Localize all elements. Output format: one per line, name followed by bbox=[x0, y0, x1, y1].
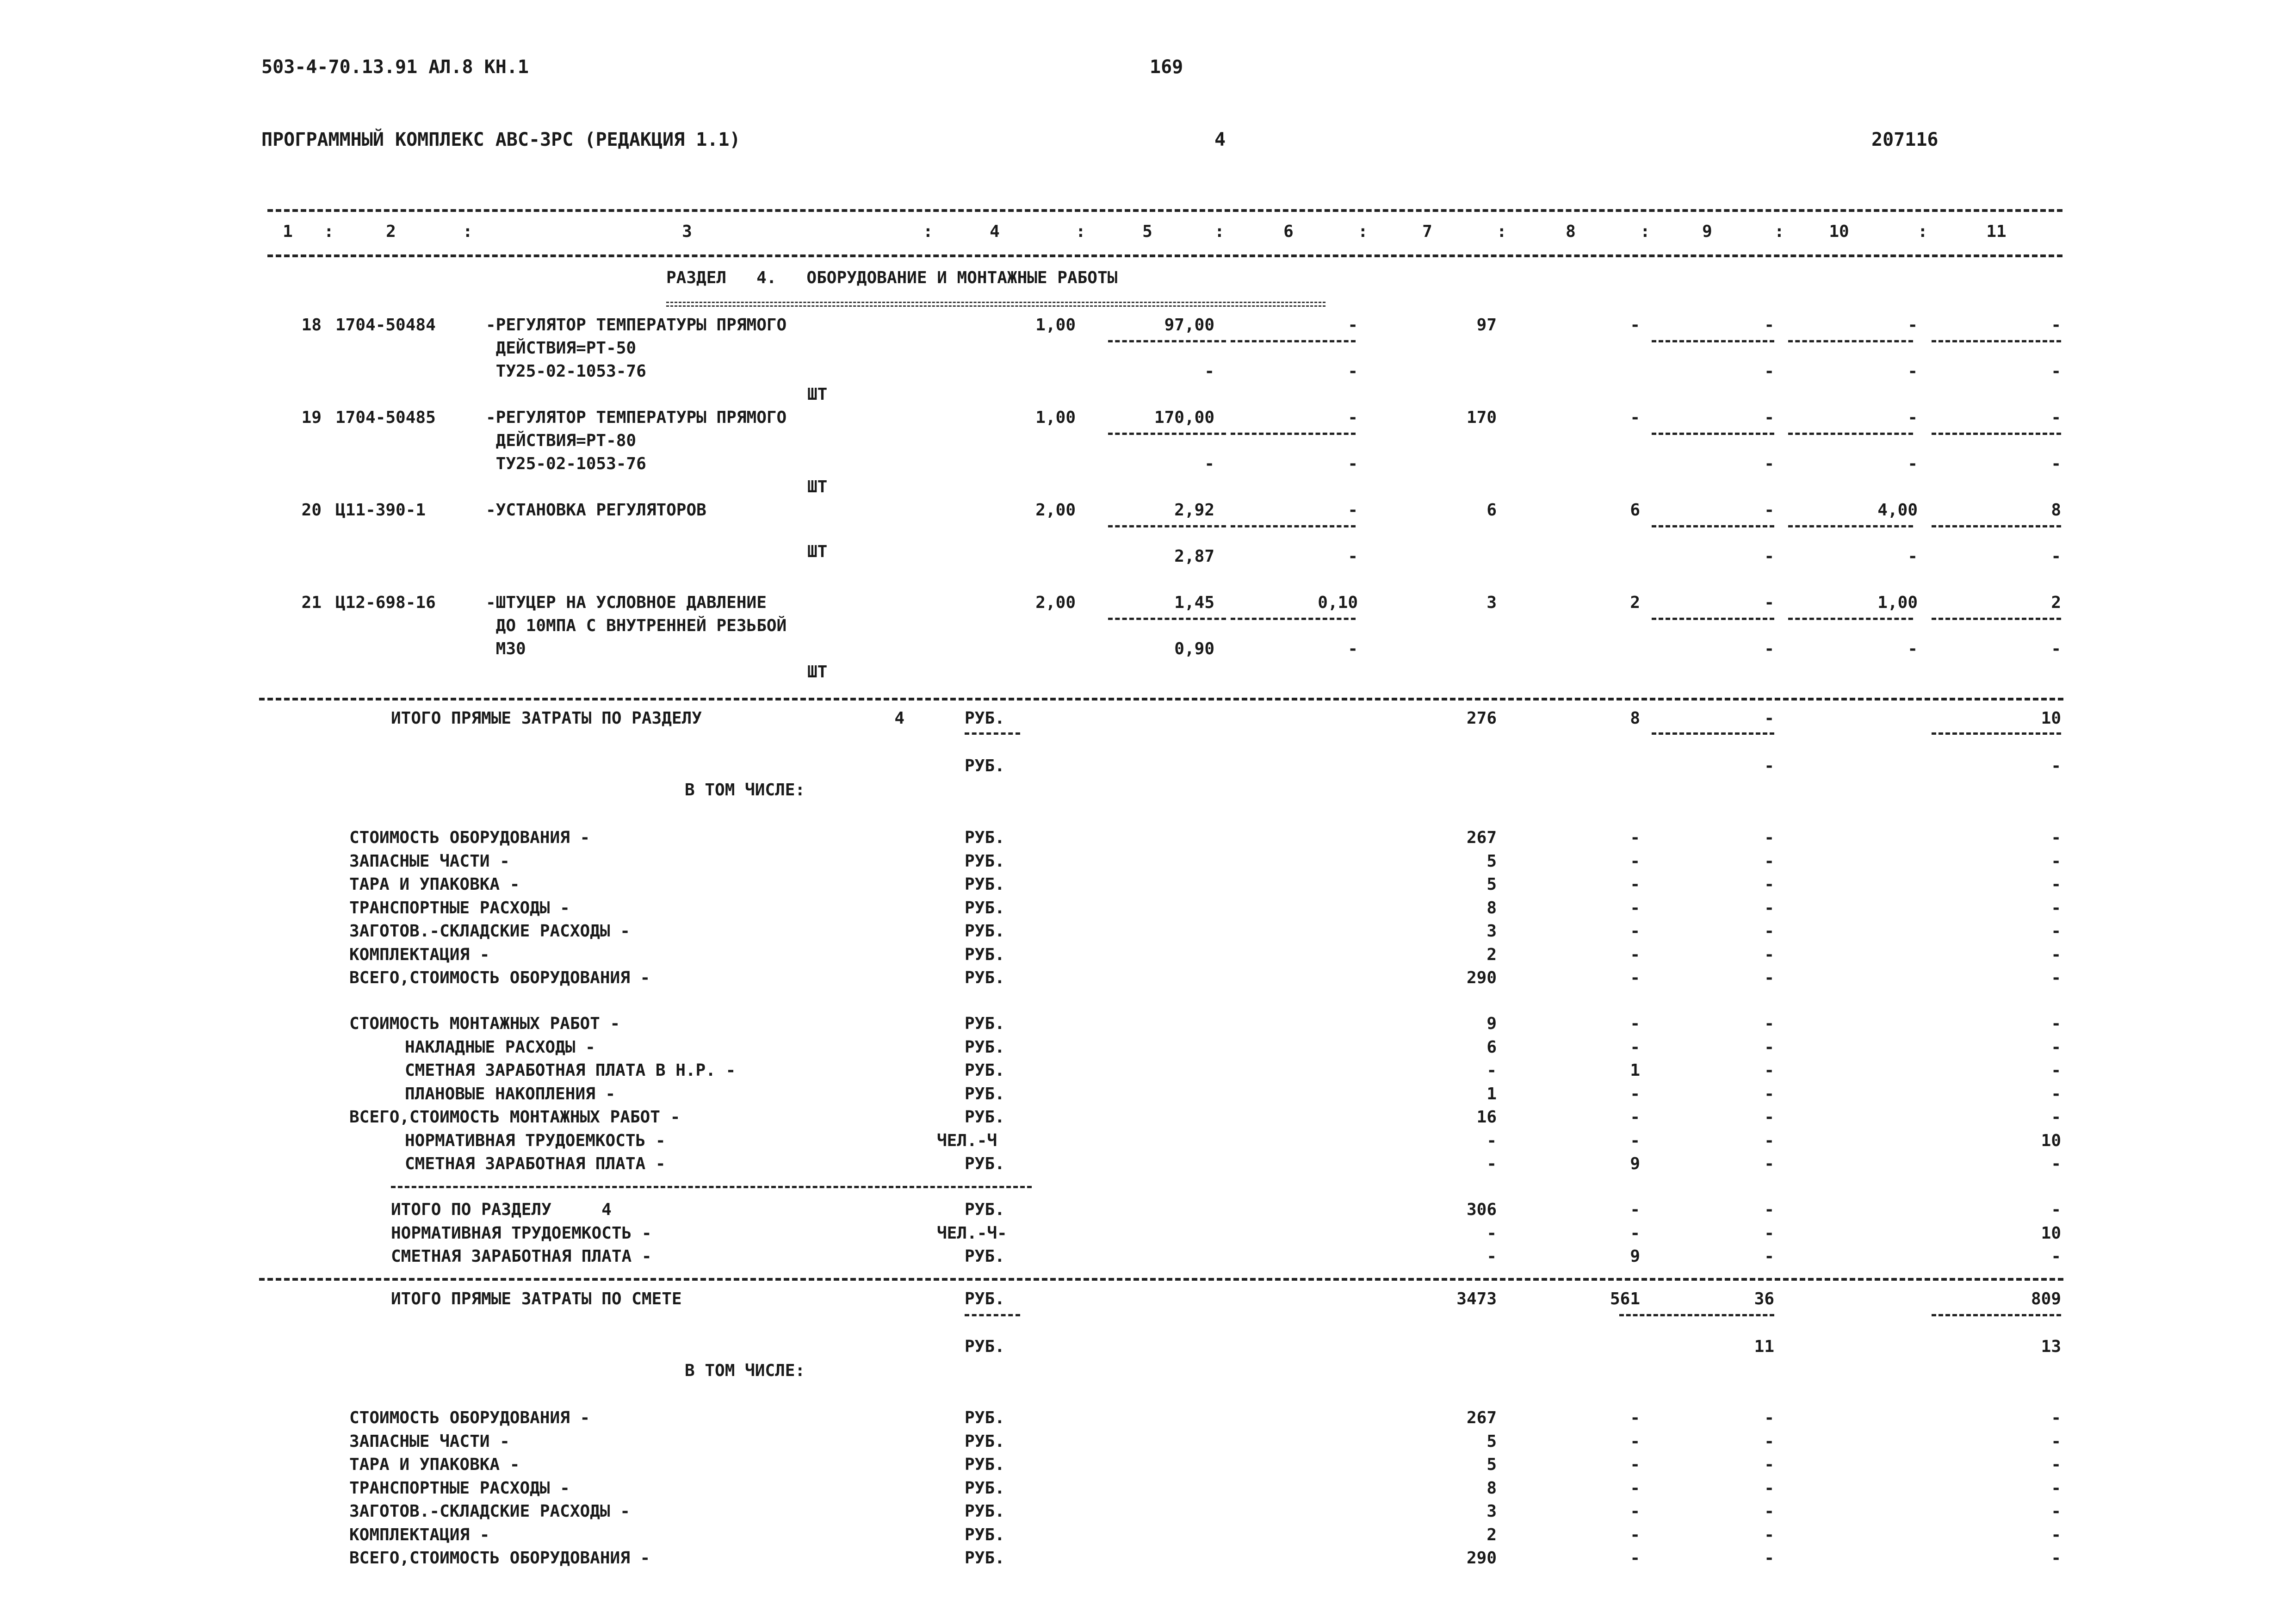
section-sum-col7: - bbox=[1486, 1247, 1497, 1266]
column-number-5: 5 bbox=[1142, 222, 1152, 241]
estimate-total-divider bbox=[1619, 1314, 1774, 1316]
item-number: 21 bbox=[301, 593, 322, 612]
mounting-row-label: НОРМАТИВНАЯ ТРУДОЕМКОСТЬ - bbox=[405, 1131, 666, 1150]
mounting-row-col11: - bbox=[2051, 1084, 2061, 1103]
estimate-row-col7: 267 bbox=[1466, 1408, 1497, 1427]
column-separator: : bbox=[1918, 222, 1928, 241]
section-total-number: 4 bbox=[894, 709, 904, 728]
section-sum-col8: - bbox=[1630, 1200, 1640, 1219]
item-quantity: 1,00 bbox=[1035, 316, 1076, 335]
page-number: 169 bbox=[1150, 56, 1183, 78]
mounting-row-col9: - bbox=[1764, 1084, 1774, 1103]
item-sub-divider bbox=[1231, 618, 1356, 620]
mounting-row-col11: - bbox=[2051, 1108, 2061, 1127]
section-sum-label: ИТОГО ПО РАЗДЕЛУ 4 bbox=[391, 1200, 612, 1219]
mounting-row-col7: 6 bbox=[1486, 1037, 1497, 1057]
estimate-row-col7: 290 bbox=[1466, 1549, 1497, 1568]
item-quantity: 1,00 bbox=[1035, 408, 1076, 427]
estimate-row-col7: 3 bbox=[1486, 1502, 1497, 1521]
column-number-10: 10 bbox=[1829, 222, 1849, 241]
item-col6-secondary: - bbox=[1348, 362, 1358, 381]
column-separator: : bbox=[324, 222, 334, 241]
mounting-row-label: НАКЛАДНЫЕ РАСХОДЫ - bbox=[405, 1037, 595, 1057]
item-col5-secondary: - bbox=[1204, 362, 1214, 381]
equipment-row-unit: РУБ. bbox=[965, 898, 1005, 917]
mounting-row-col11: - bbox=[2051, 1014, 2061, 1033]
section-sum-col8: 9 bbox=[1630, 1247, 1640, 1266]
item-number: 20 bbox=[301, 501, 322, 520]
column-separator: : bbox=[923, 222, 933, 241]
item-col8: - bbox=[1630, 408, 1640, 427]
estimate-row-col8: - bbox=[1630, 1549, 1640, 1568]
estimate-row-col9: - bbox=[1764, 1478, 1774, 1498]
header-section-number: 4 bbox=[1214, 129, 1226, 150]
column-number-4: 4 bbox=[990, 222, 1000, 241]
item-name-line: М30 bbox=[486, 639, 526, 658]
header-rule-bottom bbox=[267, 254, 2062, 257]
mounting-row-label: СТОИМОСТЬ МОНТАЖНЫХ РАБОТ - bbox=[349, 1014, 620, 1033]
item-col9: - bbox=[1764, 316, 1774, 335]
item-unit-cost: 97,00 bbox=[1164, 316, 1214, 335]
estimate-row-col7: 5 bbox=[1486, 1432, 1497, 1451]
equipment-row-unit: РУБ. bbox=[965, 968, 1005, 987]
estimate-total-unit: РУБ. bbox=[965, 1289, 1005, 1308]
item-sub-divider bbox=[1788, 433, 1913, 435]
equipment-row-col11: - bbox=[2051, 945, 2061, 964]
item-col6: - bbox=[1348, 501, 1358, 520]
section-total-col9: - bbox=[1764, 709, 1774, 728]
equipment-row-label: ТРАНСПОРТНЫЕ РАСХОДЫ - bbox=[349, 898, 570, 917]
equipment-row-col7: 267 bbox=[1466, 828, 1497, 847]
unit-divider bbox=[965, 1314, 1020, 1316]
estimate-row-unit: РУБ. bbox=[965, 1525, 1005, 1544]
section-title-underline bbox=[666, 305, 1325, 307]
mounting-row-unit: РУБ. bbox=[965, 1154, 1005, 1173]
item-col10: 4,00 bbox=[1877, 501, 1918, 520]
item-col11: - bbox=[2051, 316, 2061, 335]
item-sub-divider bbox=[1231, 525, 1356, 527]
item-col6: 0,10 bbox=[1318, 593, 1358, 612]
mounting-row-col8: - bbox=[1630, 1014, 1640, 1033]
estimate-row-unit: РУБ. bbox=[965, 1432, 1005, 1451]
item-code: 1704-50484 bbox=[335, 316, 436, 335]
mounting-row-col7: 1 bbox=[1486, 1084, 1497, 1103]
section-total-unit: РУБ. bbox=[965, 709, 1005, 728]
item-col9-secondary: - bbox=[1764, 547, 1774, 566]
estimate-row-col11: - bbox=[2051, 1455, 2061, 1474]
item-unit: ШТ bbox=[807, 542, 828, 561]
equipment-row-col9: - bbox=[1764, 851, 1774, 871]
item-col6: - bbox=[1348, 408, 1358, 427]
equipment-row-col7: 5 bbox=[1486, 875, 1497, 894]
mounting-row-col11: - bbox=[2051, 1061, 2061, 1080]
column-separator: : bbox=[1774, 222, 1784, 241]
equipment-row-col8: - bbox=[1630, 828, 1640, 847]
item-col11-secondary: - bbox=[2051, 639, 2061, 658]
equipment-row-col8: - bbox=[1630, 945, 1640, 964]
column-number-6: 6 bbox=[1283, 222, 1294, 241]
estimate-row-col9: - bbox=[1764, 1455, 1774, 1474]
estimate-row-col11: - bbox=[2051, 1408, 2061, 1427]
estimate-row-col11: - bbox=[2051, 1478, 2061, 1498]
item-name-line: -ШТУЦЕР НА УСЛОВНОЕ ДАВЛЕНИЕ bbox=[486, 593, 767, 612]
section-sum-col11: - bbox=[2051, 1247, 2061, 1266]
equipment-row-col8: - bbox=[1630, 922, 1640, 941]
item-col10: 1,00 bbox=[1877, 593, 1918, 612]
section-total-col11-secondary: - bbox=[2051, 756, 2061, 775]
item-col10-secondary: - bbox=[1908, 639, 1918, 658]
estimate-total-unit-secondary: РУБ. bbox=[965, 1337, 1005, 1356]
estimate-total-col9: 36 bbox=[1754, 1289, 1774, 1308]
equipment-row-unit: РУБ. bbox=[965, 922, 1005, 941]
item-sub-divider bbox=[1108, 340, 1226, 342]
estimate-including-label: В ТОМ ЧИСЛЕ: bbox=[685, 1361, 805, 1380]
item-col6-secondary: - bbox=[1348, 639, 1358, 658]
estimate-total-col7: 3473 bbox=[1456, 1289, 1497, 1308]
item-code: Ц12-698-16 bbox=[335, 593, 436, 612]
mounting-row-col8: 9 bbox=[1630, 1154, 1640, 1173]
item-name-line: -РЕГУЛЯТОР ТЕМПЕРАТУРЫ ПРЯМОГО bbox=[486, 408, 787, 427]
estimate-total-col9-secondary: 11 bbox=[1754, 1337, 1774, 1356]
item-col8: - bbox=[1630, 316, 1640, 335]
column-number-3: 3 bbox=[682, 222, 692, 241]
equipment-row-col9: - bbox=[1764, 945, 1774, 964]
estimate-row-col8: - bbox=[1630, 1455, 1640, 1474]
section-sum-col9: - bbox=[1764, 1247, 1774, 1266]
equipment-row-col11: - bbox=[2051, 828, 2061, 847]
item-col10-secondary: - bbox=[1908, 454, 1918, 473]
section-including-label: В ТОМ ЧИСЛЕ: bbox=[685, 781, 805, 800]
equipment-row-col11: - bbox=[2051, 851, 2061, 871]
equipment-row-label: ТАРА И УПАКОВКА - bbox=[349, 875, 520, 894]
section-sum-unit: РУБ. bbox=[965, 1247, 1005, 1266]
mounting-row-col7: 16 bbox=[1476, 1108, 1497, 1127]
item-unit-cost: 1,45 bbox=[1174, 593, 1214, 612]
equipment-row-col11: - bbox=[2051, 922, 2061, 941]
mounting-row-col8: - bbox=[1630, 1084, 1640, 1103]
estimate-row-col7: 8 bbox=[1486, 1478, 1497, 1498]
section-total-col7: 276 bbox=[1466, 709, 1497, 728]
section-sum-col9: - bbox=[1764, 1200, 1774, 1219]
mounting-row-col9: - bbox=[1764, 1061, 1774, 1080]
estimate-row-col7: 5 bbox=[1486, 1455, 1497, 1474]
estimate-row-unit: РУБ. bbox=[965, 1502, 1005, 1521]
estimate-row-label: ЗАГОТОВ.-СКЛАДСКИЕ РАСХОДЫ - bbox=[349, 1502, 630, 1521]
equipment-row-col11: - bbox=[2051, 968, 2061, 987]
mounting-row-unit: ЧЕЛ.-Ч bbox=[937, 1131, 997, 1150]
estimate-row-col11: - bbox=[2051, 1502, 2061, 1521]
item-col10-secondary: - bbox=[1908, 547, 1918, 566]
equipment-row-col8: - bbox=[1630, 968, 1640, 987]
doc-id: 207116 bbox=[1871, 129, 1939, 150]
equipment-row-col9: - bbox=[1764, 922, 1774, 941]
estimate-row-label: ЗАПАСНЫЕ ЧАСТИ - bbox=[349, 1432, 510, 1451]
item-sub-divider bbox=[1788, 340, 1913, 342]
mounting-row-label: СМЕТНАЯ ЗАРАБОТНАЯ ПЛАТА - bbox=[405, 1154, 666, 1173]
estimate-total-col11-secondary: 13 bbox=[2041, 1337, 2061, 1356]
mounting-row-unit: РУБ. bbox=[965, 1108, 1005, 1127]
item-col11-secondary: - bbox=[2051, 454, 2061, 473]
equipment-row-label: ЗАГОТОВ.-СКЛАДСКИЕ РАСХОДЫ - bbox=[349, 922, 630, 941]
item-col9: - bbox=[1764, 593, 1774, 612]
estimate-row-unit: РУБ. bbox=[965, 1455, 1005, 1474]
item-col9-secondary: - bbox=[1764, 362, 1774, 381]
mounting-row-col9: - bbox=[1764, 1108, 1774, 1127]
estimate-row-unit: РУБ. bbox=[965, 1478, 1005, 1498]
section-sum-col7: - bbox=[1486, 1223, 1497, 1243]
mounting-row-col7: - bbox=[1486, 1154, 1497, 1173]
section-total-divider bbox=[1932, 732, 2061, 735]
doc-code: 503-4-70.13.91 АЛ.8 КН.1 bbox=[261, 56, 529, 78]
item-number: 18 bbox=[301, 316, 322, 335]
section-sum-unit: РУБ. bbox=[965, 1200, 1005, 1219]
item-quantity: 2,00 bbox=[1035, 501, 1076, 520]
item-sub-divider bbox=[1108, 525, 1226, 527]
item-col9-secondary: - bbox=[1764, 454, 1774, 473]
item-col6: - bbox=[1348, 316, 1358, 335]
item-name-line: ДЕЙСТВИЯ=РТ-80 bbox=[486, 431, 637, 450]
column-separator: : bbox=[463, 222, 473, 241]
section-sum-label: СМЕТНАЯ ЗАРАБОТНАЯ ПЛАТА - bbox=[391, 1247, 652, 1266]
column-separator: : bbox=[1497, 222, 1507, 241]
section-sum-divider bbox=[391, 1186, 1032, 1188]
column-number-9: 9 bbox=[1702, 222, 1712, 241]
equipment-row-label: КОМПЛЕКТАЦИЯ - bbox=[349, 945, 490, 964]
estimate-row-label: ТРАНСПОРТНЫЕ РАСХОДЫ - bbox=[349, 1478, 570, 1498]
equipment-row-unit: РУБ. bbox=[965, 828, 1005, 847]
column-separator: : bbox=[1076, 222, 1086, 241]
item-code: 1704-50485 bbox=[335, 408, 436, 427]
header-rule-top bbox=[267, 209, 2062, 212]
item-col11-secondary: - bbox=[2051, 547, 2061, 566]
column-number-8: 8 bbox=[1566, 222, 1576, 241]
estimate-total-divider bbox=[1932, 1314, 2061, 1316]
item-sub-divider bbox=[1788, 525, 1913, 527]
item-name-line: ДЕЙСТВИЯ=РТ-50 bbox=[486, 339, 637, 358]
unit-divider bbox=[965, 732, 1020, 735]
section-sum-unit: ЧЕЛ.-Ч- bbox=[937, 1223, 1007, 1243]
item-col5-secondary: 0,90 bbox=[1174, 639, 1214, 658]
section-total-col9-secondary: - bbox=[1764, 756, 1774, 775]
equipment-row-label: ЗАПАСНЫЕ ЧАСТИ - bbox=[349, 851, 510, 871]
item-col11: 2 bbox=[2051, 593, 2061, 612]
item-name-line: -РЕГУЛЯТОР ТЕМПЕРАТУРЫ ПРЯМОГО bbox=[486, 316, 787, 335]
mounting-row-col11: - bbox=[2051, 1154, 2061, 1173]
estimate-row-unit: РУБ. bbox=[965, 1408, 1005, 1427]
mounting-row-col9: - bbox=[1764, 1014, 1774, 1033]
item-sub-divider bbox=[1108, 618, 1226, 620]
item-total-cost: 3 bbox=[1486, 593, 1497, 612]
item-col5-secondary: 2,87 bbox=[1174, 547, 1214, 566]
equipment-row-col7: 3 bbox=[1486, 922, 1497, 941]
equipment-row-col7: 5 bbox=[1486, 851, 1497, 871]
mounting-row-col7: - bbox=[1486, 1131, 1497, 1150]
item-sub-divider bbox=[1652, 340, 1774, 342]
estimate-total-label: ИТОГО ПРЯМЫЕ ЗАТРАТЫ ПО СМЕТЕ bbox=[391, 1289, 682, 1308]
estimate-total-col11: 809 bbox=[2031, 1289, 2061, 1308]
item-sub-divider bbox=[1652, 618, 1774, 620]
column-number-1: 1 bbox=[283, 222, 293, 241]
estimate-row-col8: - bbox=[1630, 1502, 1640, 1521]
equipment-row-label: ВСЕГО,СТОИМОСТЬ ОБОРУДОВАНИЯ - bbox=[349, 968, 650, 987]
column-separator: : bbox=[1640, 222, 1650, 241]
item-col10: - bbox=[1908, 316, 1918, 335]
estimate-row-col9: - bbox=[1764, 1525, 1774, 1544]
item-sub-divider bbox=[1932, 618, 2061, 620]
item-total-cost: 6 bbox=[1486, 501, 1497, 520]
section-total-col11: 10 bbox=[2041, 709, 2061, 728]
estimate-row-col9: - bbox=[1764, 1408, 1774, 1427]
mounting-row-unit: РУБ. bbox=[965, 1084, 1005, 1103]
item-col5-secondary: - bbox=[1204, 454, 1214, 473]
item-sub-divider bbox=[1932, 340, 2061, 342]
item-name-line: -УСТАНОВКА РЕГУЛЯТОРОВ bbox=[486, 501, 706, 520]
equipment-row-unit: РУБ. bbox=[965, 851, 1005, 871]
section-sum-col7: 306 bbox=[1466, 1200, 1497, 1219]
mounting-row-col8: - bbox=[1630, 1131, 1640, 1150]
column-number-2: 2 bbox=[386, 222, 396, 241]
section-total-unit-secondary: РУБ. bbox=[965, 756, 1005, 775]
item-col8: 6 bbox=[1630, 501, 1640, 520]
item-sub-divider bbox=[1932, 433, 2061, 435]
equipment-row-col8: - bbox=[1630, 875, 1640, 894]
mounting-row-unit: РУБ. bbox=[965, 1014, 1005, 1033]
column-separator: : bbox=[1214, 222, 1225, 241]
section-items-end-rule bbox=[259, 698, 2063, 700]
column-number-7: 7 bbox=[1422, 222, 1432, 241]
estimate-row-label: КОМПЛЕКТАЦИЯ - bbox=[349, 1525, 490, 1544]
mounting-row-col11: 10 bbox=[2041, 1131, 2061, 1150]
estimate-row-col11: - bbox=[2051, 1525, 2061, 1544]
section-sum-col9: - bbox=[1764, 1223, 1774, 1243]
estimate-row-col9: - bbox=[1764, 1432, 1774, 1451]
estimate-total-rule bbox=[259, 1278, 2063, 1281]
section-sum-col8: - bbox=[1630, 1223, 1640, 1243]
item-unit: ШТ bbox=[807, 477, 828, 496]
equipment-row-col8: - bbox=[1630, 898, 1640, 917]
item-col9: - bbox=[1764, 408, 1774, 427]
item-col9: - bbox=[1764, 501, 1774, 520]
mounting-row-col11: - bbox=[2051, 1037, 2061, 1057]
mounting-row-col7: 9 bbox=[1486, 1014, 1497, 1033]
item-col10-secondary: - bbox=[1908, 362, 1918, 381]
estimate-row-label: ВСЕГО,СТОИМОСТЬ ОБОРУДОВАНИЯ - bbox=[349, 1549, 650, 1568]
estimate-row-col8: - bbox=[1630, 1432, 1640, 1451]
equipment-row-col11: - bbox=[2051, 875, 2061, 894]
section-sum-col11: - bbox=[2051, 1200, 2061, 1219]
item-name-line: ДО 10МПА С ВНУТРЕННЕЙ РЕЗЬБОЙ bbox=[486, 616, 787, 635]
item-sub-divider bbox=[1788, 618, 1913, 620]
mounting-row-label: ВСЕГО,СТОИМОСТЬ МОНТАЖНЫХ РАБОТ - bbox=[349, 1108, 681, 1127]
item-unit-cost: 2,92 bbox=[1174, 501, 1214, 520]
estimate-row-col8: - bbox=[1630, 1408, 1640, 1427]
mounting-row-col7: - bbox=[1486, 1061, 1497, 1080]
mounting-row-col8: - bbox=[1630, 1108, 1640, 1127]
section-sum-col11: 10 bbox=[2041, 1223, 2061, 1243]
section-title: РАЗДЕЛ 4. ОБОРУДОВАНИЕ И МОНТАЖНЫЕ РАБОТЫ bbox=[666, 268, 1118, 287]
item-sub-divider bbox=[1231, 433, 1356, 435]
equipment-row-col9: - bbox=[1764, 875, 1774, 894]
item-sub-divider bbox=[1652, 433, 1774, 435]
equipment-row-col7: 290 bbox=[1466, 968, 1497, 987]
item-col11: 8 bbox=[2051, 501, 2061, 520]
item-code: Ц11-390-1 bbox=[335, 501, 426, 520]
estimate-total-col8: 561 bbox=[1610, 1289, 1640, 1308]
equipment-row-col9: - bbox=[1764, 828, 1774, 847]
mounting-row-col8: 1 bbox=[1630, 1061, 1640, 1080]
item-col9-secondary: - bbox=[1764, 639, 1774, 658]
mounting-row-label: ПЛАНОВЫЕ НАКОПЛЕНИЯ - bbox=[405, 1084, 616, 1103]
estimate-row-label: СТОИМОСТЬ ОБОРУДОВАНИЯ - bbox=[349, 1408, 590, 1427]
equipment-row-col8: - bbox=[1630, 851, 1640, 871]
item-sub-divider bbox=[1932, 525, 2061, 527]
item-total-cost: 170 bbox=[1466, 408, 1497, 427]
item-quantity: 2,00 bbox=[1035, 593, 1076, 612]
estimate-row-col8: - bbox=[1630, 1525, 1640, 1544]
estimate-row-col11: - bbox=[2051, 1549, 2061, 1568]
equipment-row-col11: - bbox=[2051, 898, 2061, 917]
column-number-11: 11 bbox=[1986, 222, 2007, 241]
estimate-row-col9: - bbox=[1764, 1549, 1774, 1568]
item-unit: ШТ bbox=[807, 663, 828, 682]
estimate-row-col9: - bbox=[1764, 1502, 1774, 1521]
mounting-row-col9: - bbox=[1764, 1037, 1774, 1057]
item-name-line: ТУ25-02-1053-76 bbox=[486, 362, 646, 381]
column-separator: : bbox=[1358, 222, 1368, 241]
item-sub-divider bbox=[1652, 525, 1774, 527]
section-total-label: ИТОГО ПРЯМЫЕ ЗАТРАТЫ ПО РАЗДЕЛУ bbox=[391, 709, 702, 728]
item-unit-cost: 170,00 bbox=[1154, 408, 1214, 427]
mounting-row-col8: - bbox=[1630, 1037, 1640, 1057]
item-number: 19 bbox=[301, 408, 322, 427]
equipment-row-unit: РУБ. bbox=[965, 945, 1005, 964]
equipment-row-col7: 8 bbox=[1486, 898, 1497, 917]
mounting-row-col9: - bbox=[1764, 1154, 1774, 1173]
equipment-row-col9: - bbox=[1764, 968, 1774, 987]
item-total-cost: 97 bbox=[1476, 316, 1497, 335]
equipment-row-col7: 2 bbox=[1486, 945, 1497, 964]
item-col10: - bbox=[1908, 408, 1918, 427]
item-col11-secondary: - bbox=[2051, 362, 2061, 381]
mounting-row-col9: - bbox=[1764, 1131, 1774, 1150]
section-total-col8: 8 bbox=[1630, 709, 1640, 728]
equipment-row-unit: РУБ. bbox=[965, 875, 1005, 894]
estimate-row-col7: 2 bbox=[1486, 1525, 1497, 1544]
item-unit: ШТ bbox=[807, 385, 828, 404]
item-sub-divider bbox=[1231, 340, 1356, 342]
item-col6-secondary: - bbox=[1348, 454, 1358, 473]
equipment-row-col9: - bbox=[1764, 898, 1774, 917]
section-sum-label: НОРМАТИВНАЯ ТРУДОЕМКОСТЬ - bbox=[391, 1223, 652, 1243]
equipment-row-label: СТОИМОСТЬ ОБОРУДОВАНИЯ - bbox=[349, 828, 590, 847]
program-title: ПРОГРАММНЫЙ КОМПЛЕКС АВС-3РС (РЕДАКЦИЯ 1.1) bbox=[261, 129, 741, 150]
section-title-underline bbox=[666, 302, 1325, 303]
section-total-divider bbox=[1652, 732, 1774, 735]
estimate-row-label: ТАРА И УПАКОВКА - bbox=[349, 1455, 520, 1474]
item-col11: - bbox=[2051, 408, 2061, 427]
item-col6-secondary: - bbox=[1348, 547, 1358, 566]
mounting-row-unit: РУБ. bbox=[965, 1061, 1005, 1080]
item-col8: 2 bbox=[1630, 593, 1640, 612]
item-name-line: ТУ25-02-1053-76 bbox=[486, 454, 646, 473]
estimate-row-unit: РУБ. bbox=[965, 1549, 1005, 1568]
item-sub-divider bbox=[1108, 433, 1226, 435]
estimate-row-col11: - bbox=[2051, 1432, 2061, 1451]
estimate-row-col8: - bbox=[1630, 1478, 1640, 1498]
mounting-row-unit: РУБ. bbox=[965, 1037, 1005, 1057]
mounting-row-label: СМЕТНАЯ ЗАРАБОТНАЯ ПЛАТА В Н.Р. - bbox=[405, 1061, 736, 1080]
